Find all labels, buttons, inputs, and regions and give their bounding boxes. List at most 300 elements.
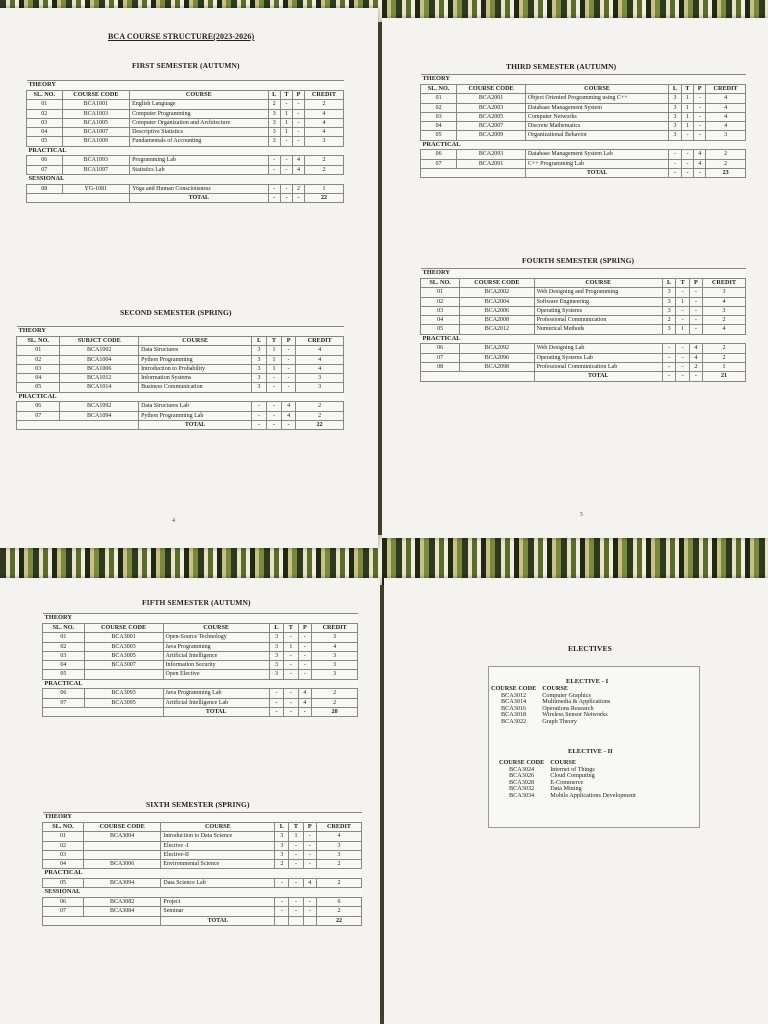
course-code-cell: BCA3034 [509,791,535,799]
elective-row [488,719,613,726]
tutorial-cell: - [289,860,303,869]
course-name-cell: Artificial Intelligence Lab [163,698,269,707]
credit-cell: 3 [304,137,343,146]
practical-cell: - [694,131,706,140]
sl-no-header: SL. NO. [43,623,85,633]
sl-no-cell: 05 [17,383,60,392]
credit-cell: 4 [304,128,343,137]
practical-cell: - [293,137,305,146]
total-tutorial: - [676,372,690,381]
course-code-cell: BCA2008 [460,316,534,325]
practical-cell: - [694,94,706,103]
table-row [421,288,746,297]
sl-no-cell: 07 [421,159,457,168]
credit-cell: 4 [706,103,746,112]
course-name-cell: E-Commerce [550,778,584,786]
course-code-cell: BCA3024 [509,765,535,773]
section-label: PRACTICAL [43,869,362,879]
credit-cell: 3 [312,651,358,660]
section-row [43,869,362,879]
tutorial-cell: - [681,159,694,168]
course-name-cell: Numerical Methods [534,325,662,334]
course-name-cell: Java Programming [163,642,269,651]
tutorial-cell: - [284,661,298,670]
credit-cell: 3 [312,670,358,679]
course-code-cell: BCA3016 [501,704,527,712]
total-credit: 21 [702,372,745,381]
lecture-cell: 3 [669,103,682,112]
sl-no-cell: 07 [43,907,84,916]
sl-no-cell: 02 [421,297,460,306]
course-name-cell: Statistics Lab [130,165,268,174]
course-name-cell: Mobile Applications Development [550,791,636,799]
lecture-cell: - [252,411,267,420]
lecture-header: L [662,278,676,288]
total-credit: 22 [317,916,362,925]
tutorial-cell: - [681,131,694,140]
lecture-cell: 2 [662,316,676,325]
total-credit: 20 [312,708,358,717]
table-row [43,841,362,850]
table-row [27,156,344,165]
table-row [43,689,358,698]
table-row [43,670,358,679]
sl-no-cell: 06 [43,898,84,907]
elective2-table [496,760,639,799]
course-code-cell: BCA2091 [457,159,526,168]
tutorial-cell: 1 [676,325,690,334]
total-credit: 22 [296,421,344,430]
tutorial-cell: - [284,633,298,642]
sem3-title: THIRD SEMESTER (AUTUMN) [506,62,617,71]
sl-no-cell: 02 [17,355,60,364]
credit-cell: 6 [317,898,362,907]
course-name-cell: Object Oriented Programming using C++ [525,94,668,103]
table-row [17,411,344,420]
total-blank [421,169,526,178]
course-name-cell: Open-Source Technology [163,633,269,642]
sem5-table [42,613,358,717]
lecture-cell: - [662,344,676,353]
section-label: THEORY [43,813,362,823]
page-7 [384,578,768,1024]
course-code-cell: BCA3093 [84,689,163,698]
course-code-cell: BCA2002 [460,288,534,297]
lecture-cell: 3 [275,832,289,841]
header-row [43,623,358,633]
tutorial-cell: - [284,689,298,698]
sl-no-cell: 08 [421,363,460,372]
section-label: SESSIONAL [43,888,362,898]
tutorial-cell: - [289,879,303,888]
practical-cell: - [694,112,706,121]
header-row [43,822,362,832]
credit-cell: 4 [296,346,344,355]
lecture-cell: 3 [268,137,280,146]
lecture-cell: 3 [662,297,676,306]
tutorial-cell: 1 [267,355,282,364]
credit-cell: 4 [317,832,362,841]
page-5 [382,18,768,538]
sl-no-cell: 02 [421,103,457,112]
total-tutorial: - [681,169,694,178]
course-name-cell: Internet of Things [550,765,595,773]
lecture-cell: - [275,879,289,888]
tutorial-cell: - [267,402,282,411]
course-name-cell: C++ Programming Lab [525,159,668,168]
table-row [17,374,344,383]
course-name-cell: Business Communication [139,383,252,392]
lecture-cell: 2 [275,860,289,869]
credit-cell: 2 [304,165,343,174]
tutorial-cell: - [284,651,298,660]
table-row [43,832,362,841]
tutorial-cell: - [280,165,292,174]
sl-no-cell: 07 [43,698,85,707]
total-blank [421,372,535,381]
course-code-cell: BCA1093 [62,156,129,165]
course-code-cell [83,850,161,859]
practical-cell: - [293,128,305,137]
sl-no-cell: 03 [421,306,460,315]
tutorial-cell: - [681,150,694,159]
credit-cell: 2 [317,879,362,888]
table-row [421,316,746,325]
course-name-cell: Wireless Sensor Networks [542,711,608,718]
elective1-table [488,686,613,725]
table-row [27,109,344,118]
course-name-cell: Database Management System [525,103,668,112]
course-name-cell: Computer Networks [525,112,668,121]
course-name-cell: Artificial Intelligence [163,651,269,660]
credit-cell: 4 [702,325,745,334]
sl-no-cell: 03 [43,651,85,660]
credit-cell: 3 [312,633,358,642]
course-code-cell: BCA1005 [62,118,129,127]
credit-cell: 4 [706,112,746,121]
table-row [43,642,358,651]
total-practical: - [293,194,305,203]
total-label: TOTAL [130,194,268,203]
sem2-title: SECOND SEMESTER (SPRING) [120,308,232,317]
practical-header: P [281,336,295,346]
tutorial-cell: 1 [289,832,303,841]
lecture-header: L [275,822,289,832]
table-row [27,100,344,109]
table-row [27,137,344,146]
practical-cell: - [293,100,305,109]
course-name-header: COURSE [163,623,269,633]
course-name-cell: Data Structures Lab [139,402,252,411]
course-code-cell: BCA3007 [84,661,163,670]
course-code-cell: BCA3004 [83,832,161,841]
course-name-cell: Operations Research [542,704,594,712]
practical-cell: - [303,907,317,916]
practical-cell: 4 [281,411,295,420]
course-name-cell: English Language [130,100,268,109]
course-code-cell: BCA3084 [83,907,161,916]
table-row [43,850,362,859]
course-code-cell: BCA3006 [83,860,161,869]
sl-no-cell: 01 [17,346,60,355]
course-code-header: COURSE CODE [83,822,161,832]
total-lecture: - [669,169,682,178]
sl-no-cell: 04 [43,661,85,670]
section-label: PRACTICAL [17,392,344,402]
sem6-table [42,812,362,926]
tutorial-header: T [676,278,690,288]
lecture-cell: 3 [268,118,280,127]
credit-header: CREDIT [296,336,344,346]
total-practical [303,916,317,925]
section-label: PRACTICAL [421,140,746,150]
credit-header: CREDIT [706,84,746,94]
credit-cell: 2 [702,353,745,362]
course-code-cell: BCA1014 [60,383,139,392]
practical-cell: 2 [293,184,305,193]
tutorial-cell: 1 [681,94,694,103]
course-code-header: COURSE CODE [499,759,545,766]
course-name-cell: Open Elective [163,670,269,679]
course-code-cell: BCA3005 [84,651,163,660]
table-row [17,346,344,355]
tutorial-cell: - [280,184,292,193]
table-row [421,131,746,140]
section-label: PRACTICAL [421,334,746,344]
credit-cell: 4 [304,109,343,118]
practical-cell: - [281,383,295,392]
sl-no-cell: 03 [17,364,60,373]
course-name-cell: Elective-II [161,850,275,859]
credit-cell: 4 [706,94,746,103]
course-code-cell: BCA2098 [460,363,534,372]
course-code-cell: BCA1094 [60,411,139,420]
credit-cell: 1 [702,363,745,372]
total-tutorial [289,916,303,925]
total-practical: - [298,708,312,717]
course-code-cell: BCA2096 [460,353,534,362]
lecture-cell: - [268,156,280,165]
total-tutorial: - [284,708,298,717]
lecture-cell: - [662,363,676,372]
sl-no-cell: 04 [17,374,60,383]
course-code-cell: BCA2092 [460,344,534,353]
credit-cell: 2 [702,316,745,325]
practical-cell: - [694,103,706,112]
credit-cell: 3 [317,850,362,859]
lecture-cell: - [268,165,280,174]
course-name-cell: Professional Communication [534,316,662,325]
sl-no-cell: 01 [421,288,460,297]
lecture-cell: 3 [662,288,676,297]
course-name-header: COURSE [525,84,668,94]
course-code-cell: BCA1097 [62,165,129,174]
practical-cell: - [298,633,312,642]
sem2-table [16,326,344,430]
sl-no-cell: 06 [421,344,460,353]
practical-header: P [689,278,702,288]
tutorial-header: T [289,822,303,832]
course-code-cell: BCA3082 [83,898,161,907]
course-code-cell: BCA3001 [84,633,163,642]
total-row [421,169,746,178]
lecture-cell: 3 [669,94,682,103]
total-lecture: - [252,421,267,430]
table-row [43,633,358,642]
tutorial-cell: - [280,137,292,146]
credit-cell: 2 [296,402,344,411]
elective2-title: ELECTIVE - II [568,748,613,755]
practical-cell: - [689,316,702,325]
sl-no-cell: 08 [27,184,63,193]
tutorial-cell: - [280,100,292,109]
tutorial-cell: 1 [284,642,298,651]
sem6-title: SIXTH SEMESTER (SPRING) [146,800,250,809]
practical-cell: 4 [293,156,305,165]
table-row [43,898,362,907]
tutorial-cell: - [676,353,690,362]
total-label: TOTAL [525,169,668,178]
sl-no-cell: 04 [421,122,457,131]
credit-cell: 2 [702,344,745,353]
tutorial-cell: - [289,907,303,916]
table-row [421,94,746,103]
section-row [17,327,344,337]
lecture-cell: 3 [662,306,676,315]
table-row [421,353,746,362]
sl-no-cell: 02 [27,109,63,118]
course-code-cell [84,670,163,679]
tutorial-cell: - [676,316,690,325]
page-number: 5 [580,512,583,518]
sem1-table [26,80,344,203]
lecture-cell: 3 [269,642,283,651]
lecture-cell: - [269,689,283,698]
sl-no-cell: 07 [17,411,60,420]
credit-cell: 2 [317,907,362,916]
course-code-cell: BCA1009 [62,137,129,146]
course-name-cell: Python Programming [139,355,252,364]
practical-cell: - [689,306,702,315]
tutorial-cell: 1 [676,297,690,306]
total-label: TOTAL [161,916,275,925]
sl-no-cell: 03 [421,112,457,121]
practical-cell: 4 [298,698,312,707]
credit-cell: 4 [706,122,746,131]
credit-header: CREDIT [317,822,362,832]
sl-no-cell: 03 [43,850,84,859]
practical-cell: - [281,355,295,364]
course-code-cell: BCA1012 [60,374,139,383]
total-row [43,916,362,925]
course-name-cell: Professional Communication Lab [534,363,662,372]
total-row [43,708,358,717]
sl-no-cell: 02 [43,841,84,850]
credit-cell: 2 [312,698,358,707]
credit-cell: 4 [312,642,358,651]
course-code-cell: BCA2007 [457,122,526,131]
sl-no-cell: 05 [421,325,460,334]
header-row [421,84,746,94]
course-name-cell: Information Systems [139,374,252,383]
total-row [17,421,344,430]
table-row [421,159,746,168]
course-code-cell: BCA3022 [501,717,527,725]
tutorial-cell: - [267,411,282,420]
credit-header: CREDIT [312,623,358,633]
lecture-cell: 3 [662,325,676,334]
total-blank [43,708,164,717]
tutorial-cell: - [280,156,292,165]
credit-cell: 3 [296,383,344,392]
course-code-header: COURSE CODE [460,278,534,288]
course-code-header: COURSE CODE [457,84,526,94]
tutorial-header: T [280,90,292,100]
lecture-cell: 3 [275,841,289,850]
table-row [43,651,358,660]
table-row [17,402,344,411]
total-blank [27,194,130,203]
credit-cell: 3 [317,841,362,850]
course-header: COURSE [542,685,569,692]
section-label: PRACTICAL [27,146,344,156]
course-name-cell: Multimedia & Applications [542,698,611,705]
course-code-cell: YG-1081 [62,184,129,193]
lecture-cell: - [669,150,682,159]
course-name-cell: Computer Organization and Architecture [130,118,268,127]
table-row [43,698,358,707]
course-name-header: COURSE [161,822,275,832]
section-row [27,81,344,91]
section-row [421,75,746,85]
practical-cell: - [303,841,317,850]
table-row [17,383,344,392]
table-row [421,103,746,112]
total-lecture: - [268,194,280,203]
practical-cell: 4 [281,402,295,411]
table-row [27,184,344,193]
lecture-header: L [268,90,280,100]
lecture-cell: 2 [268,100,280,109]
course-code-cell: BCA2009 [457,131,526,140]
lecture-cell: 3 [269,670,283,679]
course-name-cell: Environmental Science [161,860,275,869]
practical-cell: - [689,325,702,334]
page-4 [0,8,378,548]
course-name-cell: Computer Graphics [542,691,591,699]
course-name-cell: Database Management System Lab [525,150,668,159]
sl-no-cell: 01 [27,100,63,109]
total-label: TOTAL [163,708,269,717]
course-name-cell: Elective -I [161,841,275,850]
page-6 [0,578,380,1024]
lecture-cell: 3 [252,383,267,392]
course-code-header: COURSE CODE [491,685,537,692]
section-row [43,888,362,898]
section-row [43,679,358,689]
tutorial-cell: - [676,288,690,297]
section-row [27,146,344,156]
section-label: THEORY [421,75,746,85]
tutorial-cell: 1 [280,128,292,137]
total-lecture: - [269,708,283,717]
total-practical: - [694,169,706,178]
credit-cell: 3 [702,306,745,315]
course-code-cell: BCA3012 [501,691,527,699]
lecture-cell: - [669,159,682,168]
practical-cell: 2 [689,363,702,372]
tutorial-cell: - [289,898,303,907]
